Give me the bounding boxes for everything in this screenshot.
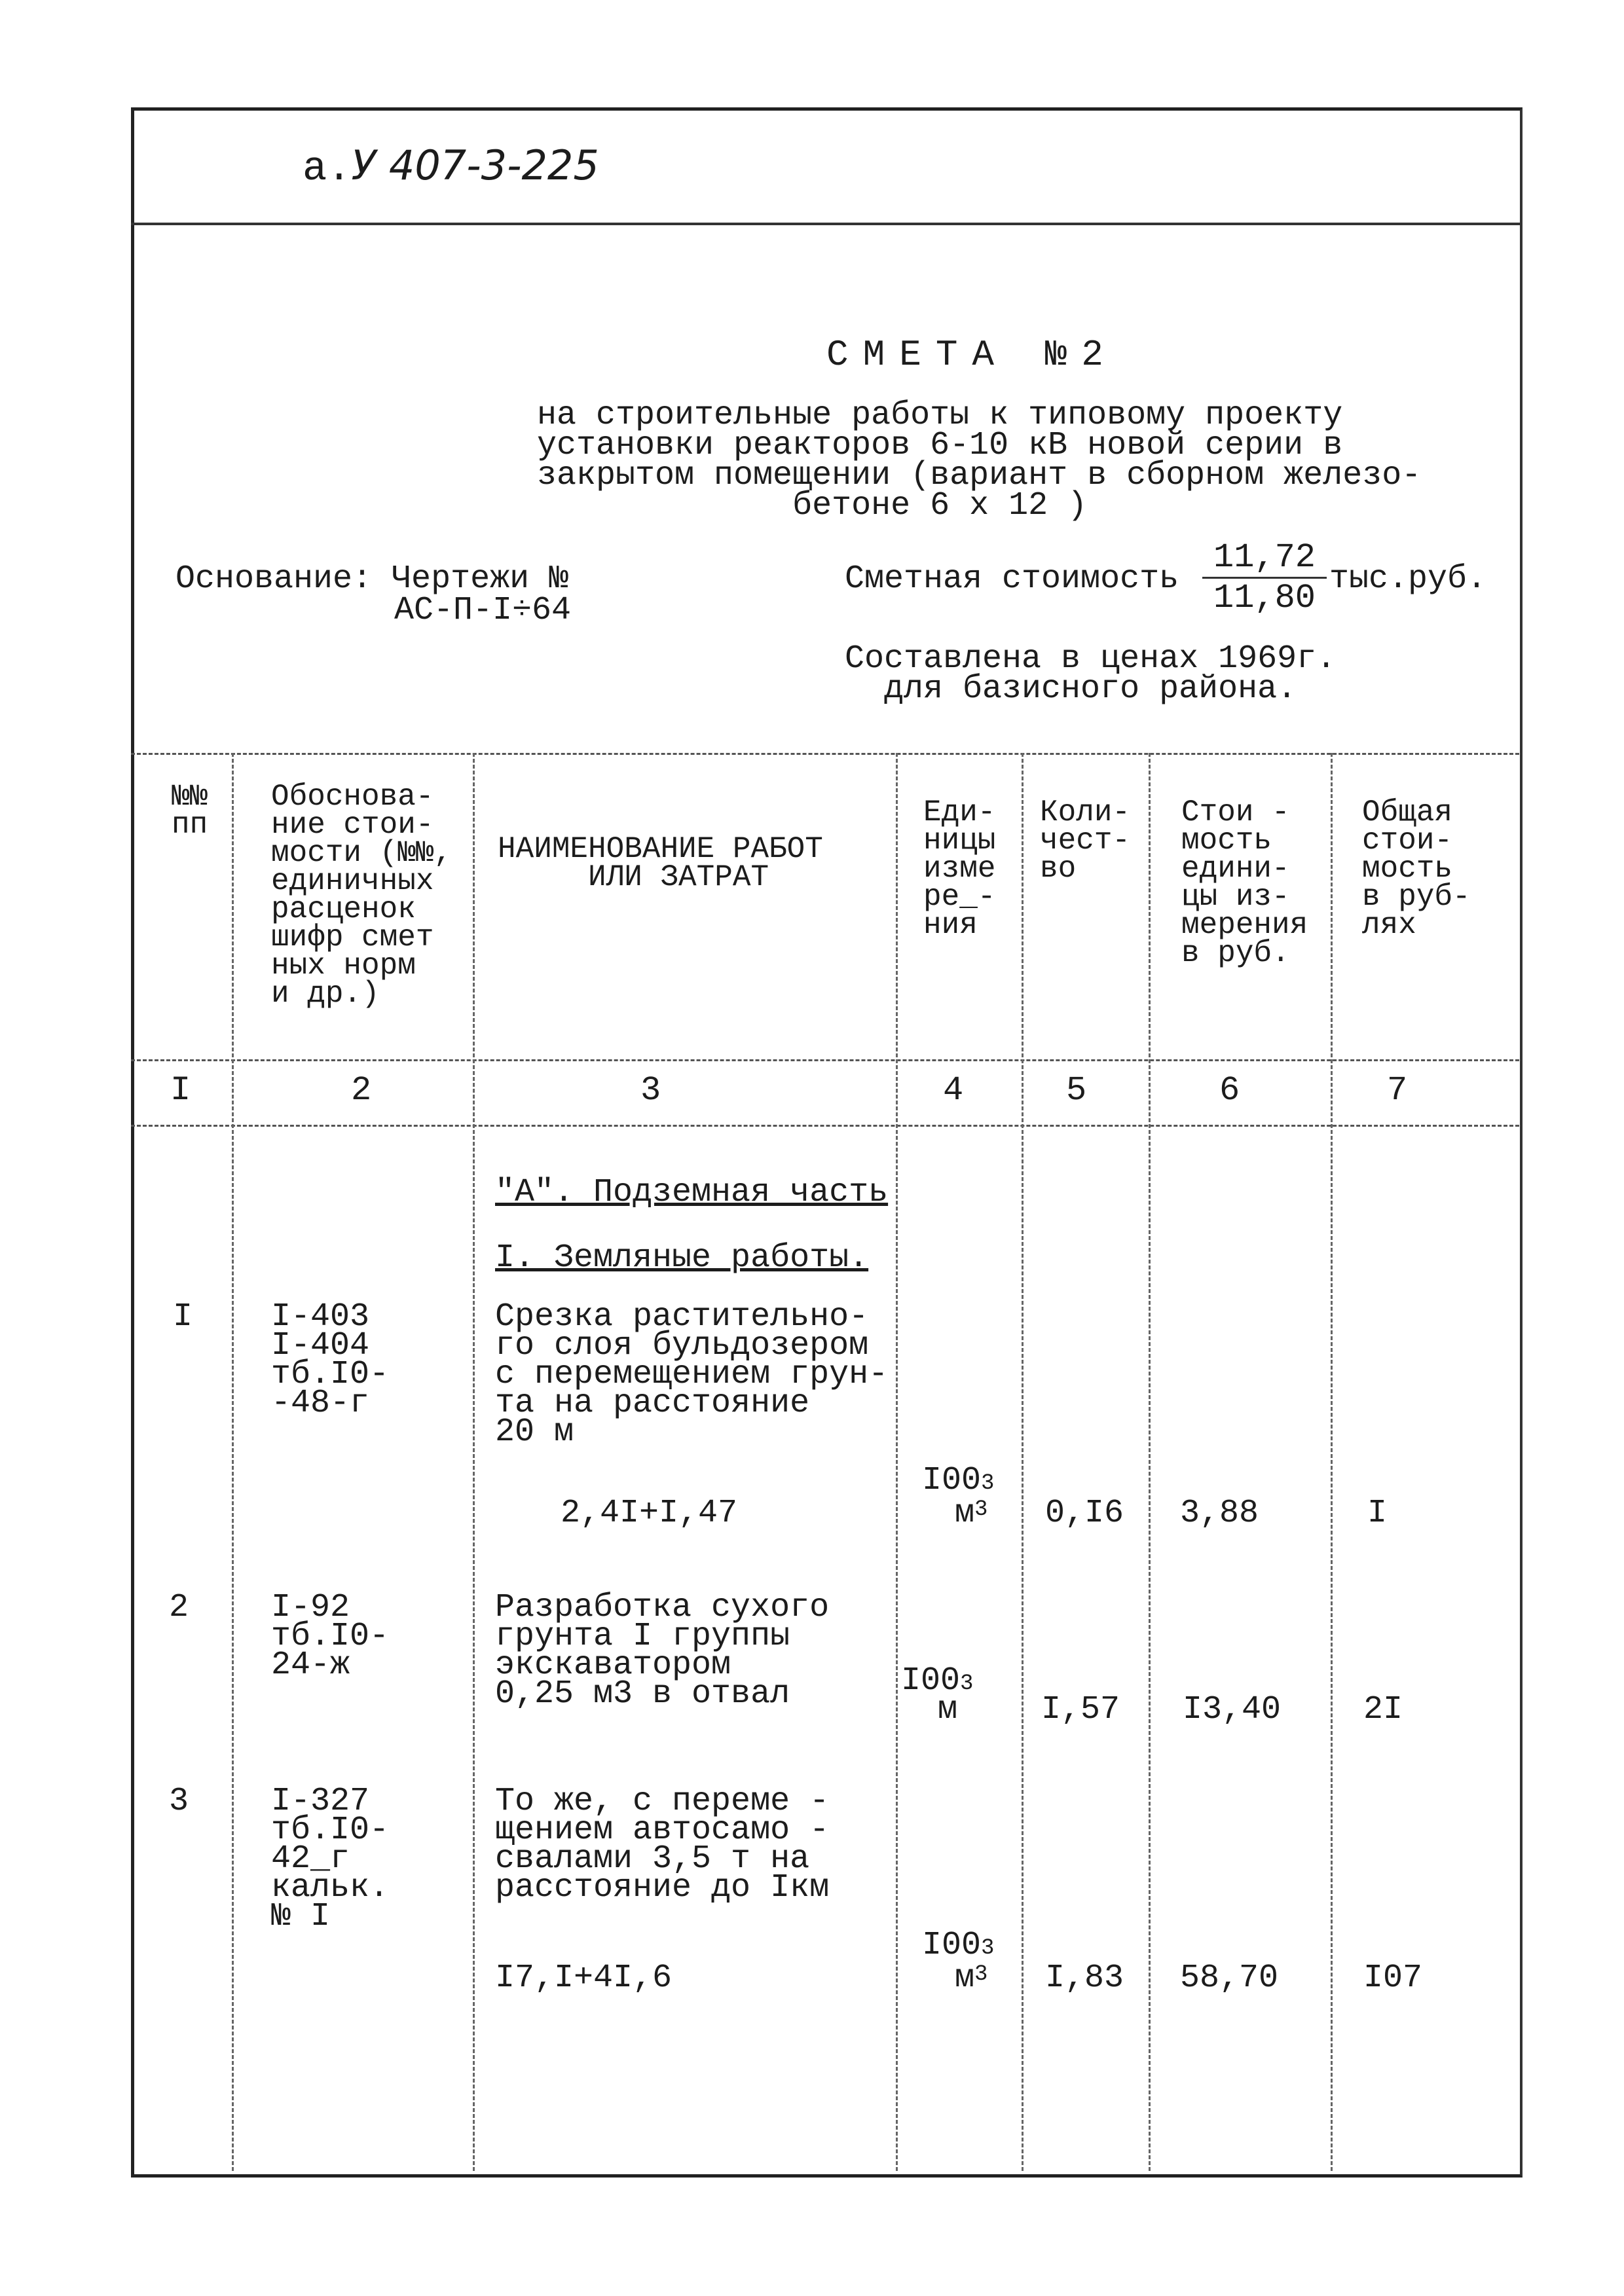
row-number: I xyxy=(173,1298,193,1336)
row-unit: I003 xyxy=(922,1927,995,1964)
header-bottom-rule xyxy=(131,1059,1519,1061)
row-number: 2 xyxy=(169,1589,189,1626)
colnum-4: 4 xyxy=(943,1071,964,1110)
colnum-bottom-rule xyxy=(131,1125,1519,1127)
cost-label: Сметная стоимость xyxy=(845,560,1179,598)
document-title: СМЕТА №2 xyxy=(826,334,1118,376)
header-divider xyxy=(131,223,1520,225)
subsection-heading: I. Земляные работы. xyxy=(495,1239,869,1277)
row-qty: 0,I6 xyxy=(1045,1495,1124,1532)
colnum-2: 2 xyxy=(351,1071,372,1110)
row-number: 3 xyxy=(169,1783,189,1820)
row-basis: I-403 I-404 тб.I0- -48-г xyxy=(271,1298,390,1422)
section-heading: "А". Подземная часть xyxy=(495,1174,889,1211)
row-price: 3,88 xyxy=(1180,1495,1259,1532)
row-formula: I7,I+4I,6 xyxy=(495,1959,673,1997)
row-unit: I003 xyxy=(901,1662,974,1700)
colnum-3: 3 xyxy=(640,1071,661,1110)
prices-note: Составлена в ценах 1969г. для базисного района. xyxy=(845,640,1337,708)
row-price: I3,40 xyxy=(1183,1691,1282,1728)
colnum-6: 6 xyxy=(1219,1071,1240,1110)
document-code: а.У 407-3-225 xyxy=(303,141,599,192)
cost-bottom: 11,80 xyxy=(1213,579,1316,617)
header-col-7: Общая стои- мость в руб- лях xyxy=(1362,795,1471,942)
colnum-5: 5 xyxy=(1066,1071,1087,1110)
row-name: Срезка растительно- го слоя бульдозером с перемещением грун- та на расстояние 20 м xyxy=(495,1298,889,1451)
header-col-4: Еди- ницы изме ре_- ния xyxy=(923,795,996,942)
col-divider-1 xyxy=(232,753,234,2171)
row-name: То же, с переме - щением автосамо - свалами 3,5 т на расстояние до Iкм xyxy=(495,1783,830,1906)
basis-value: АС-П-I÷64 xyxy=(394,592,572,629)
row-qty: I,57 xyxy=(1041,1691,1120,1728)
colnum-1: I xyxy=(170,1071,191,1110)
col-divider-4 xyxy=(1022,753,1024,2171)
header-col-3: НАИМЕНОВАНИЕ РАБОТ ИЛИ ЗАТРАТ xyxy=(498,832,823,894)
basis-label: Основание: Чертежи № xyxy=(175,560,569,598)
row-total: I07 xyxy=(1363,1959,1423,1997)
row-unit-name: $м^3$ xyxy=(955,1959,988,1997)
document-purpose: на строительные работы к типовому проекту установки реакторов 6-10 кВ новой серии в закрытом помещении (вариант в сборном железо- бетоне 6 х 12 ) xyxy=(537,397,1422,524)
header-col-5: Коли- чест- во xyxy=(1040,795,1131,886)
row-basis: I-92 тб.I0- 24-ж xyxy=(271,1589,390,1684)
header-col-6: Стои - мость едини- цы из- мерения в руб. xyxy=(1181,795,1308,970)
col-divider-5 xyxy=(1149,753,1151,2171)
row-name: Разработка сухого грунта I группы экскаватором 0,25 м3 в отвал xyxy=(495,1589,830,1713)
row-basis: I-327 тб.I0- 42_г кальк. № I xyxy=(271,1783,390,1935)
table-top-rule xyxy=(131,753,1519,755)
cost-unit: тыс.руб. xyxy=(1329,560,1487,598)
header-col-1: №№ пп xyxy=(172,780,208,842)
row-unit-name: $м^3$ xyxy=(955,1495,988,1532)
cost-fraction xyxy=(1202,538,1327,617)
row-unit-name: м xyxy=(938,1691,958,1728)
col-divider-3 xyxy=(896,753,898,2171)
header-col-2: Обоснова- ние стои- мости (№№, единичных расценок шифр смет ных норм и др.) xyxy=(271,780,452,1011)
row-total: I xyxy=(1367,1495,1388,1532)
col-divider-6 xyxy=(1331,753,1333,2171)
row-total: 2I xyxy=(1363,1691,1403,1728)
row-qty: I,83 xyxy=(1045,1959,1124,1997)
row-price: 58,70 xyxy=(1180,1959,1279,1997)
row-formula: 2,4I+I,47 xyxy=(561,1495,738,1532)
cost-top: 11,72 xyxy=(1202,538,1327,579)
col-divider-2 xyxy=(473,753,475,2171)
row-unit: I003 xyxy=(922,1462,995,1499)
colnum-7: 7 xyxy=(1387,1071,1408,1110)
